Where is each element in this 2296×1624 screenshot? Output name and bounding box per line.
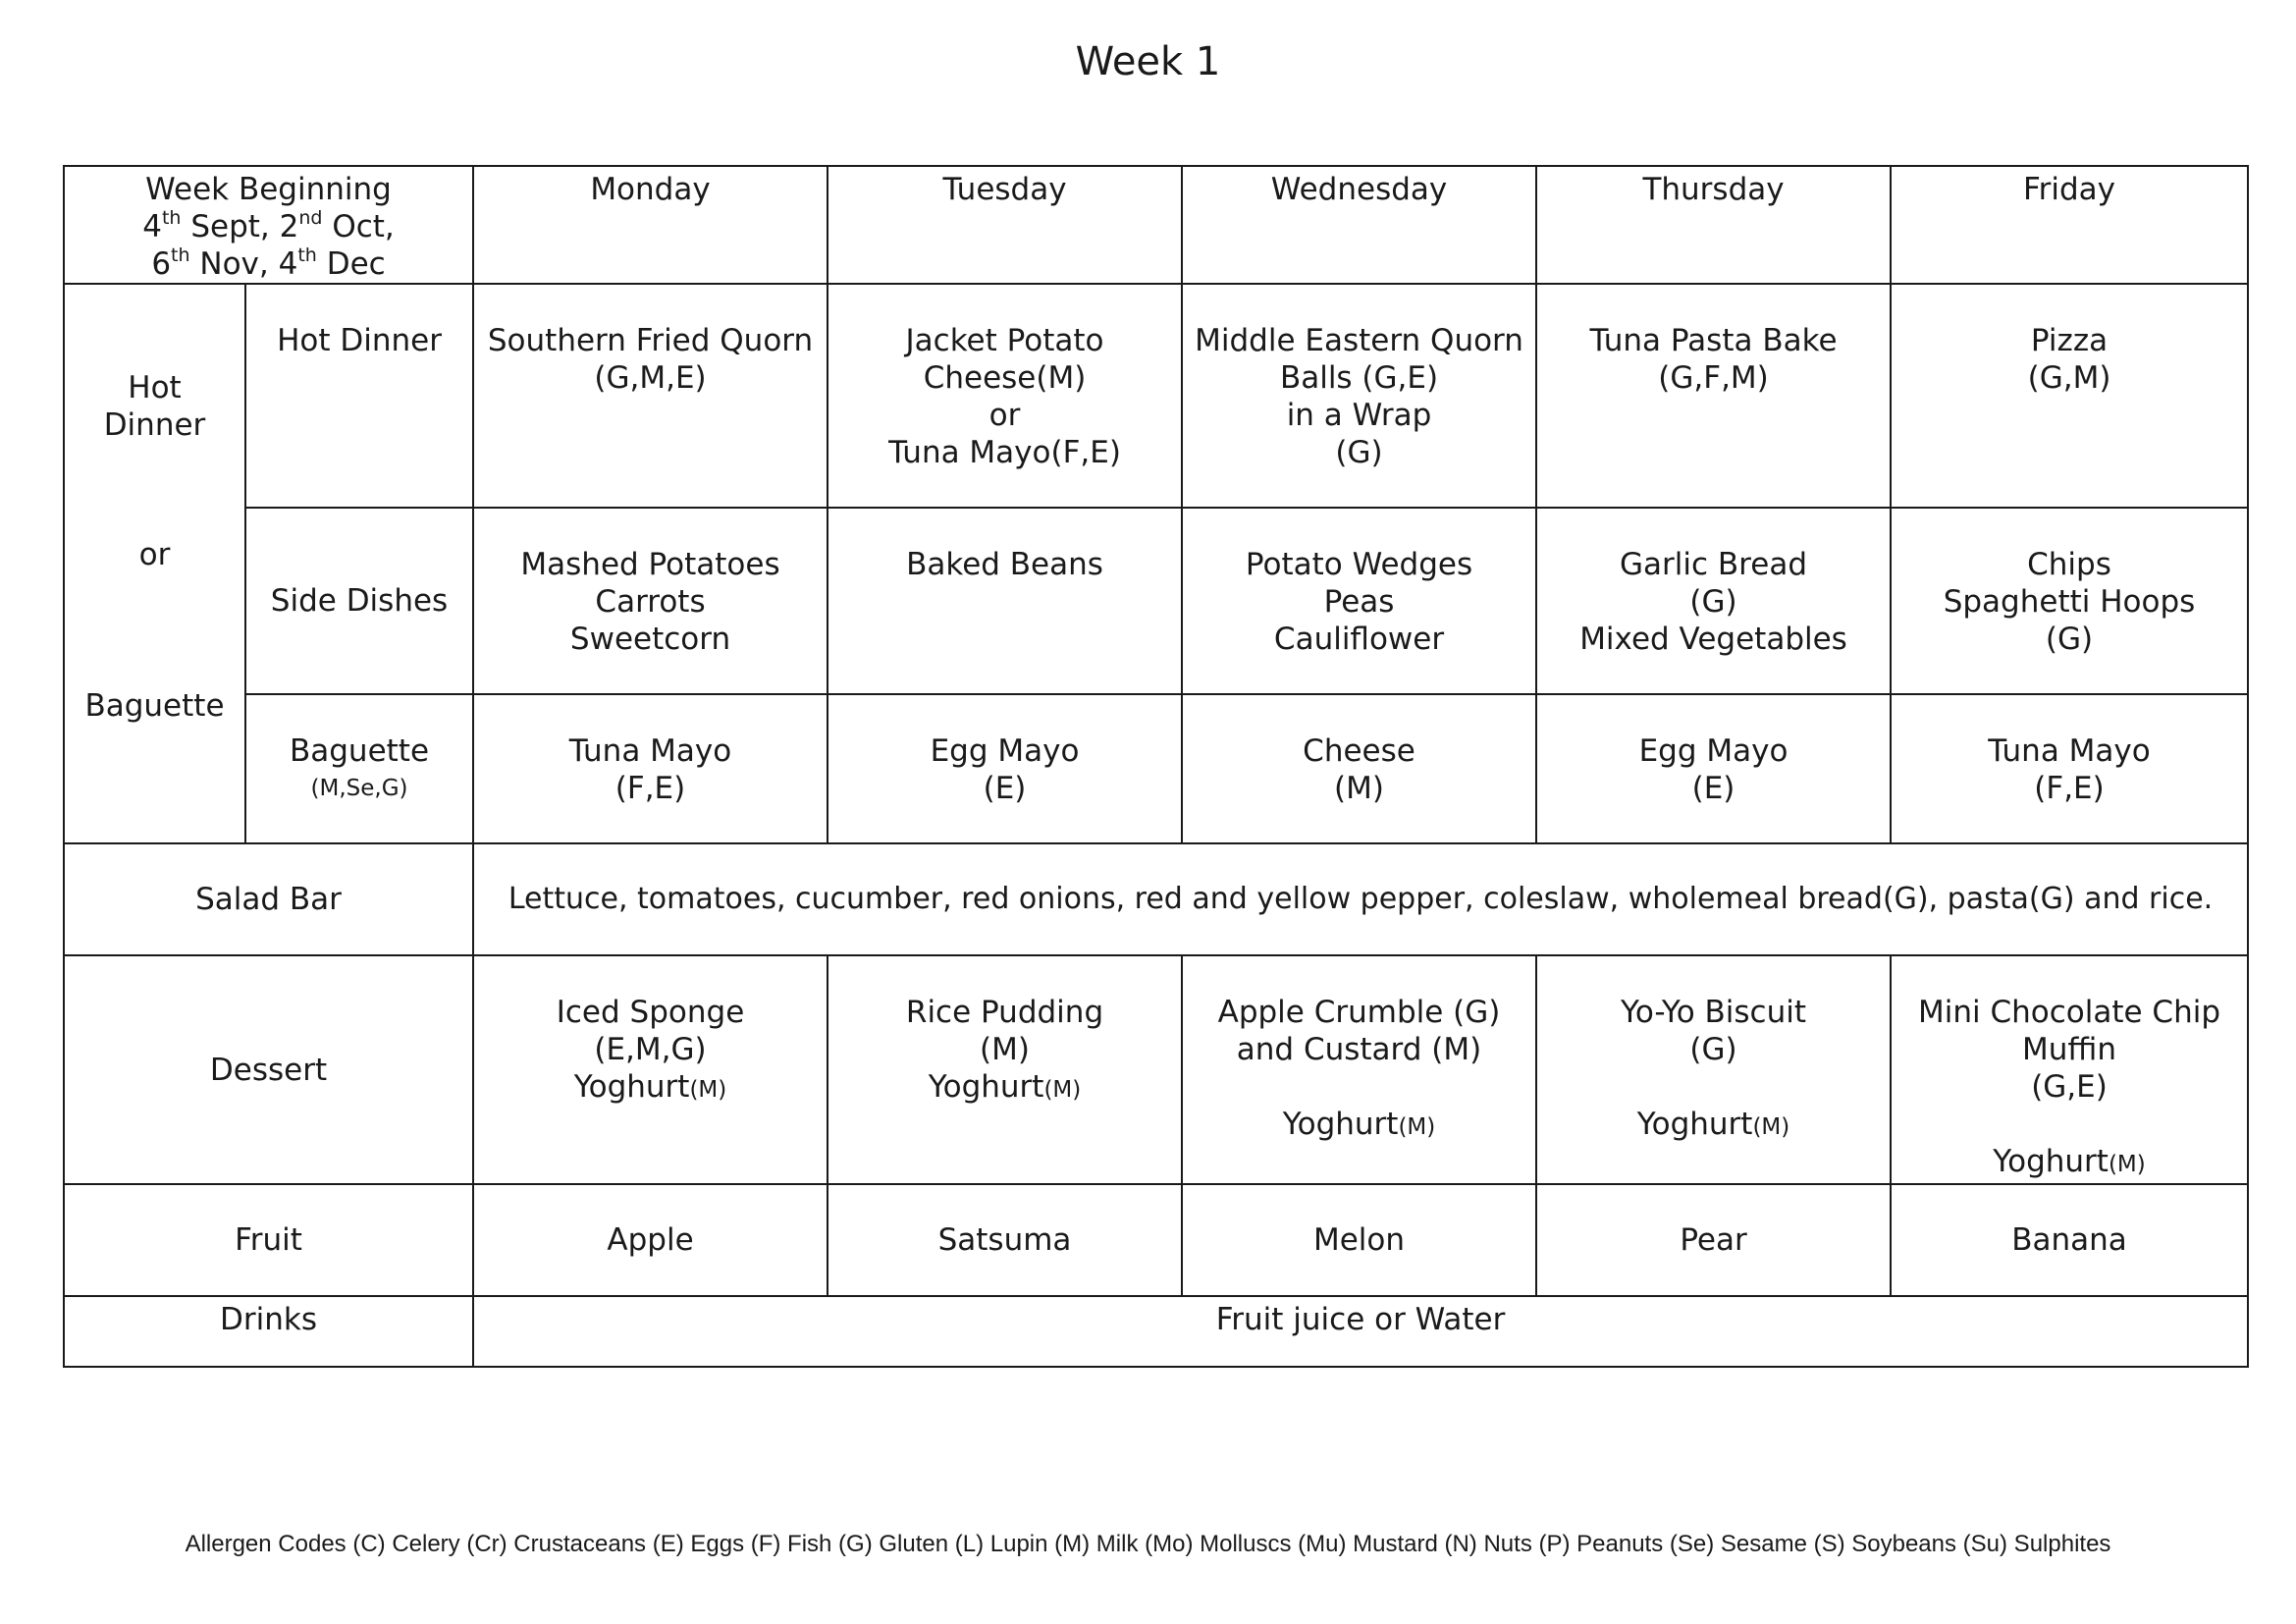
menu-table [63,165,2249,1368]
day-header-friday: Friday [1891,166,2248,284]
salad-bar-contents: Lettuce, tomatoes, cucumber, red onions, red and yellow pepper, coleslaw, wholemeal bread(G), pasta(G) and rice. [473,843,2248,955]
drinks-label: Drinks [64,1296,473,1367]
day-header-wednesday: Wednesday [1182,166,1536,284]
dessert-row [64,955,2248,1184]
dessert-label: Dessert [64,955,473,1184]
hot-dinner-tuesday: Jacket Potato Cheese(M) or Tuna Mayo(F,E) [828,284,1182,508]
day-header-monday: Monday [473,166,828,284]
group-hot-label: Hot [128,370,182,406]
side-dishes-label: Side Dishes [245,508,473,694]
hot-dinner-thursday: Tuna Pasta Bake (G,F,M) [1536,284,1891,508]
dessert-monday: Iced Sponge (E,M,G) Yoghurt(M) [473,955,828,1184]
page-title: Week 1 [1075,39,1221,84]
baguette-label-codes: (M,Se,G) [310,776,408,801]
side-dishes-row [64,508,2248,694]
group-baguette-label: Baguette [84,688,225,724]
hot-dinner-or-baguette-cell [64,284,245,843]
fruit-friday: Banana [1891,1184,2248,1296]
baguette-wednesday: Cheese (M) [1182,694,1536,843]
fruit-label: Fruit [64,1184,473,1296]
side-dishes-monday: Mashed Potatoes Carrots Sweetcorn [473,508,828,694]
day-header-tuesday: Tuesday [828,166,1182,284]
baguette-tuesday: Egg Mayo (E) [828,694,1182,843]
baguette-label: Baguette [289,733,430,769]
fruit-wednesday: Melon [1182,1184,1536,1296]
header-row [64,166,2248,284]
baguette-label-cell [245,694,473,843]
hot-dinner-wednesday: Middle Eastern Quorn Balls (G,E) in a Wrap (G) [1182,284,1536,508]
week-dates-line-1: 4th Sept, 2nd Oct, [142,206,395,244]
hot-dinner-friday: Pizza (G,M) [1891,284,2248,508]
fruit-thursday: Pear [1536,1184,1891,1296]
baguette-monday: Tuna Mayo (F,E) [473,694,828,843]
fruit-tuesday: Satsuma [828,1184,1182,1296]
drinks-contents: Fruit juice or Water [473,1296,2248,1367]
baguette-thursday: Egg Mayo (E) [1536,694,1891,843]
fruit-row [64,1184,2248,1296]
dessert-tuesday: Rice Pudding (M) Yoghurt(M) [828,955,1182,1184]
group-or-label: or [138,537,171,572]
allergen-codes-legend: Allergen Codes (C) Celery (Cr) Crustaceans (E) Eggs (F) Fish (G) Gluten (L) Lupin (M) Milk (Mo) Molluscs (Mu) Mustard (N) Nuts (P) Peanuts (Se) Sesame (S) Soybeans (Su) Sulphites [185,1531,2111,1557]
side-dishes-tuesday: Baked Beans [828,508,1182,694]
drinks-row [64,1296,2248,1367]
dessert-friday: Mini Chocolate Chip Muffin (G,E) Yoghurt(M) [1891,955,2248,1184]
group-dinner-label: Dinner [103,407,206,443]
salad-bar-label: Salad Bar [64,843,473,955]
baguette-row [64,694,2248,843]
side-dishes-friday: Chips Spaghetti Hoops (G) [1891,508,2248,694]
side-dishes-wednesday: Potato Wedges Peas Cauliflower [1182,508,1536,694]
week-dates-line-2: 6th Nov, 4th Dec [151,244,386,282]
dessert-thursday: Yo-Yo Biscuit (G) Yoghurt(M) [1536,955,1891,1184]
week-beginning-cell [64,166,473,284]
baguette-friday: Tuna Mayo (F,E) [1891,694,2248,843]
day-header-thursday: Thursday [1536,166,1891,284]
fruit-monday: Apple [473,1184,828,1296]
salad-bar-row [64,843,2248,955]
dessert-wednesday: Apple Crumble (G) and Custard (M) Yoghurt(M) [1182,955,1536,1184]
week-beginning-label: Week Beginning [145,172,392,207]
hot-dinner-row [64,284,2248,508]
side-dishes-thursday: Garlic Bread (G) Mixed Vegetables [1536,508,1891,694]
hot-dinner-monday: Southern Fried Quorn (G,M,E) [473,284,828,508]
hot-dinner-label: Hot Dinner [245,284,473,508]
